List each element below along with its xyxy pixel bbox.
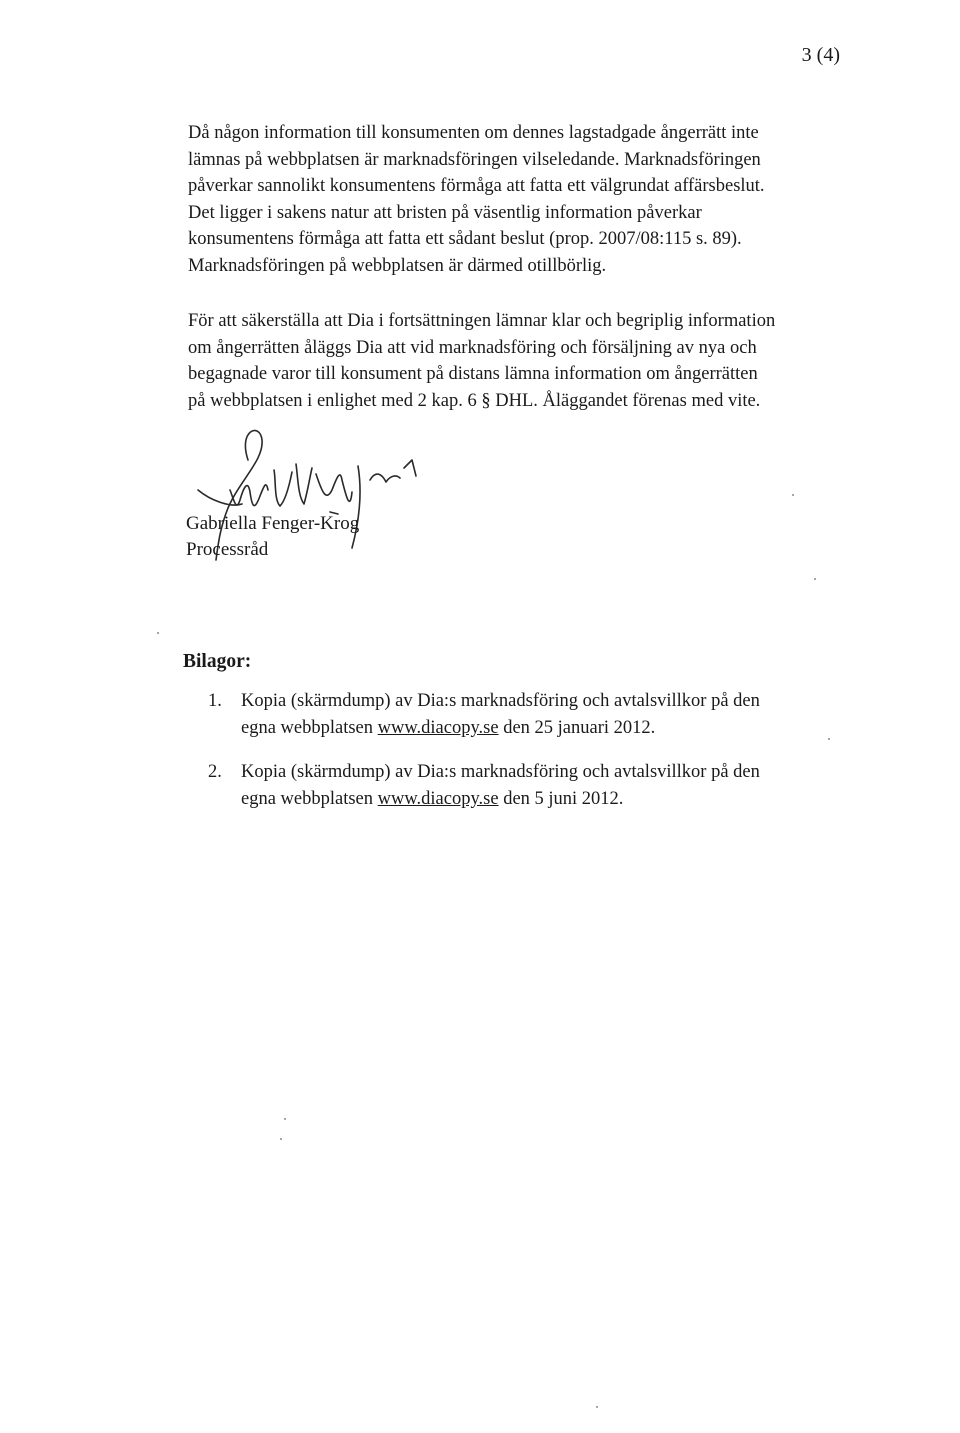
paragraph-1 — [188, 120, 848, 279]
annex-text-before-link: egna webbplatsen — [241, 718, 378, 738]
paragraph-2 — [188, 308, 848, 414]
paragraph-line: Marknadsföringen på webbplatsen är därmed otillbörlig. — [188, 255, 607, 276]
scan-speck — [814, 578, 816, 580]
annex-number: 2. — [208, 762, 222, 782]
page-number: 3 (4) — [801, 44, 840, 66]
scan-speck — [284, 1118, 286, 1120]
annex-text — [241, 688, 851, 742]
paragraph-line: Det ligger i sakens natur att bristen på väsentlig information påverkar — [188, 202, 702, 223]
annex-text-after-link: den 25 januari 2012. — [498, 718, 656, 738]
paragraph-line: om ångerrätten åläggs Dia att vid marknadsföring och försäljning av nya och — [188, 337, 757, 358]
annex-line — [241, 786, 851, 813]
paragraph-line: För att säkerställa att Dia i fortsättningen lämnar klar och begriplig information — [188, 311, 776, 331]
annex-text — [241, 759, 851, 813]
scan-speck — [596, 1406, 598, 1408]
scan-speck — [157, 632, 159, 634]
paragraph-line: på webbplatsen i enlighet med 2 kap. 6 § DHL. Åläggandet förenas med vite. — [188, 390, 761, 411]
annex-number: 1. — [208, 691, 222, 711]
scan-speck — [828, 738, 830, 740]
signer-title: Processråd — [186, 539, 269, 560]
scan-speck — [280, 1138, 282, 1140]
annex-line — [241, 715, 851, 742]
website-link[interactable]: www.diacopy.se — [377, 789, 499, 809]
scan-speck — [792, 494, 794, 496]
website-link[interactable]: www.diacopy.se — [377, 718, 499, 738]
annex-line: Kopia (skärmdump) av Dia:s marknadsföring och avtalsvillkor på den — [241, 762, 760, 782]
paragraph-line: påverkar sannolikt konsumentens förmåga att fatta ett välgrundat affärsbeslut. — [188, 176, 765, 196]
paragraph-line: Då någon information till konsumenten om dennes lagstadgade ångerrätt inte — [188, 123, 759, 143]
signer-name: Gabriella Fenger-Krog — [186, 513, 360, 534]
annex-heading: Bilagor: — [183, 651, 252, 672]
annex-line: Kopia (skärmdump) av Dia:s marknadsföring och avtalsvillkor på den — [241, 691, 760, 711]
annex-text-before-link: egna webbplatsen — [241, 789, 378, 809]
paragraph-line: lämnas på webbplatsen är marknadsföringen vilseledande. Marknadsföringen — [188, 149, 761, 170]
annex-text-after-link: den 5 juni 2012. — [498, 789, 624, 809]
paragraph-line: begagnade varor till konsument på distans lämna information om ångerrätten — [188, 364, 758, 384]
paragraph-line: konsumentens förmåga att fatta ett sådant beslut (prop. 2007/08:115 s. 89). — [188, 229, 742, 249]
